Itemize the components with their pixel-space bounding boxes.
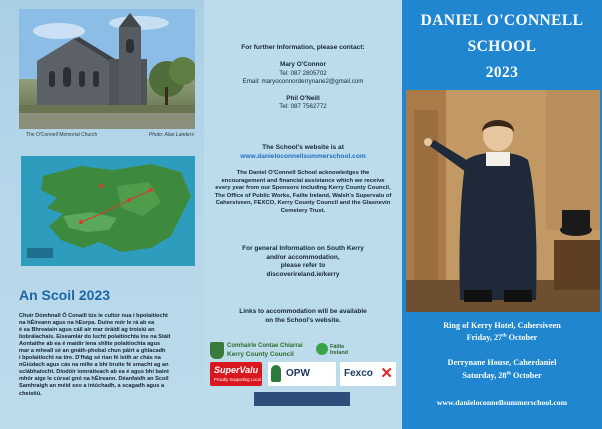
body-line: Chuir Dómhnall Ó Conaill tús le cultúr nua i bpolaitíocht [19, 313, 168, 319]
body-line: mhór aige le cúrsaí gnó na hÉireann. Déanfaidh an Scoil [19, 376, 169, 383]
irish-body-text [19, 313, 197, 398]
section-heading: An Scoil 2023 [19, 287, 111, 303]
failte-mark-icon [316, 343, 328, 355]
website-link[interactable]: www.danieloconnellsummerschool.com [240, 153, 366, 160]
title-line-3: 2023 [485, 64, 519, 81]
contact-2-name: Phil O'Neill [286, 94, 320, 102]
info-line: and/or accommodation, [266, 253, 340, 261]
contact-2-tel: Tel: 087 7562772 [279, 103, 327, 111]
contact-1-tel: Tel: 087 2805702 [279, 69, 327, 77]
failte-ireland-logo [316, 341, 396, 361]
info-line: please refer to [280, 262, 326, 270]
event-2-month: October [512, 371, 542, 380]
body-line: na hÉireann agus na hEorpa. Duine mór le rá ab ea [19, 320, 155, 327]
body-line: liobrálachais. Eiseamlár do lucht polaitíochta ins na Stáit [19, 334, 171, 341]
body-line: mar a mheall sé an gnáth-phobal chun páirt a ghlacadh [19, 348, 166, 355]
accommodation-line: on the School's website. [265, 316, 341, 324]
church-photo [19, 9, 195, 129]
body-line: é sa Bhreatain agus cáil air mar óráidí ag troisiú an [19, 327, 155, 334]
event-2-ordinal: th [506, 371, 511, 377]
event-1-month: October [508, 333, 538, 342]
accommodation-section [210, 308, 396, 325]
kerry-map [21, 156, 195, 266]
right-panel [402, 0, 602, 429]
acknowledgement-text: The Daniel O'Connell School acknowledges the encouragement and financial assistance which we receive every year from our Sponsors including Kerry County Council, The Office of Public Works, Failte Ireland, Walsh's Supervalu of Cahersiveen, FEXCO, Kerry County Council and the Glasnevin Cemetery Trust. [214, 170, 392, 214]
event-1-date [402, 333, 602, 342]
event-2-day: Saturday, 28 [462, 371, 507, 380]
event-2-date [402, 371, 602, 380]
kerry-county-council-logo [210, 341, 304, 361]
supervalu-logo [210, 362, 262, 386]
contact-1-name: Mary O'Connor [280, 61, 326, 68]
website-section [210, 143, 396, 161]
church-illustration [19, 9, 195, 129]
photo-caption-text: The O'Connell Memorial Church [26, 132, 98, 138]
info-line: For general Information on South Kerry [242, 245, 364, 252]
contact-heading: For further Information, please contact: [241, 44, 365, 51]
left-panel [0, 0, 204, 429]
government-logo-strip [254, 392, 350, 406]
fexco-logo [340, 362, 396, 386]
photo-caption [26, 132, 194, 140]
kerry-map-illustration [21, 156, 195, 266]
oconnell-portrait [406, 90, 600, 312]
event-2-venue: Derrynane House, Caherdaniel [447, 358, 557, 367]
footer-website-link[interactable]: www.danieloconnellsummerschool.com [436, 398, 568, 407]
event-1-ordinal: th [502, 333, 507, 339]
website-intro: The School's website is at [262, 144, 344, 151]
photo-credit: Photo: Alan Landers [148, 132, 194, 138]
opw-name: OPW [286, 368, 310, 379]
fexco-x-icon: ✕ [380, 365, 393, 382]
supervalu-tagline: Proudly Supporting Local [214, 377, 261, 382]
title-line-2: SCHOOL [467, 38, 537, 55]
general-info-section [210, 245, 396, 279]
body-line: cheistiú. [19, 390, 42, 397]
harp-icon [271, 365, 281, 382]
discover-ireland-link[interactable]: discoverireland.ie/kerry [266, 270, 340, 278]
ccc-irish-name: Comhairle Contae Chiarraí [227, 343, 303, 349]
event-1-venue: Ring of Kerry Hotel, Cahersiveen [443, 321, 561, 330]
accommodation-line: Links to accommodation will be available [239, 308, 367, 315]
opw-logo [268, 362, 336, 386]
ccc-english-name: Kerry County Council [227, 351, 294, 358]
middle-panel [204, 0, 402, 429]
title-line-1: DANIEL O'CONNELL [420, 12, 584, 29]
failte-line1: Fáilte [330, 344, 345, 350]
acknowledgement-section [214, 170, 392, 216]
supervalu-name: SuperValu [214, 365, 259, 375]
failte-line2: Ireland [330, 350, 349, 356]
body-line: Aontaithe ab ea é maidir lena shlite polaitíochta agus [19, 341, 161, 348]
body-line: i bpolaitíocht na tíre. D'fhág sé rian fé leith ar chás na [19, 355, 161, 362]
contact-section [210, 43, 396, 112]
event-1-day: Friday, 27 [466, 333, 503, 342]
crest-icon [210, 342, 224, 359]
body-line: Samhraigh an méid seo a iniúchadh, a scagadh agus a [19, 383, 165, 390]
contact-1-email: Email: maryoconnorderrynane2@gmail.com [242, 77, 364, 85]
fexco-name: Fexco [344, 368, 373, 379]
body-line: nGiúdach agus cás na milte a bhí bruite fé smacht ag an [19, 362, 169, 369]
portrait-illustration [406, 90, 600, 312]
body-line: sclábhaíocht. Díodóir iomráiteach ab ea é agus bhí baint [19, 369, 169, 376]
